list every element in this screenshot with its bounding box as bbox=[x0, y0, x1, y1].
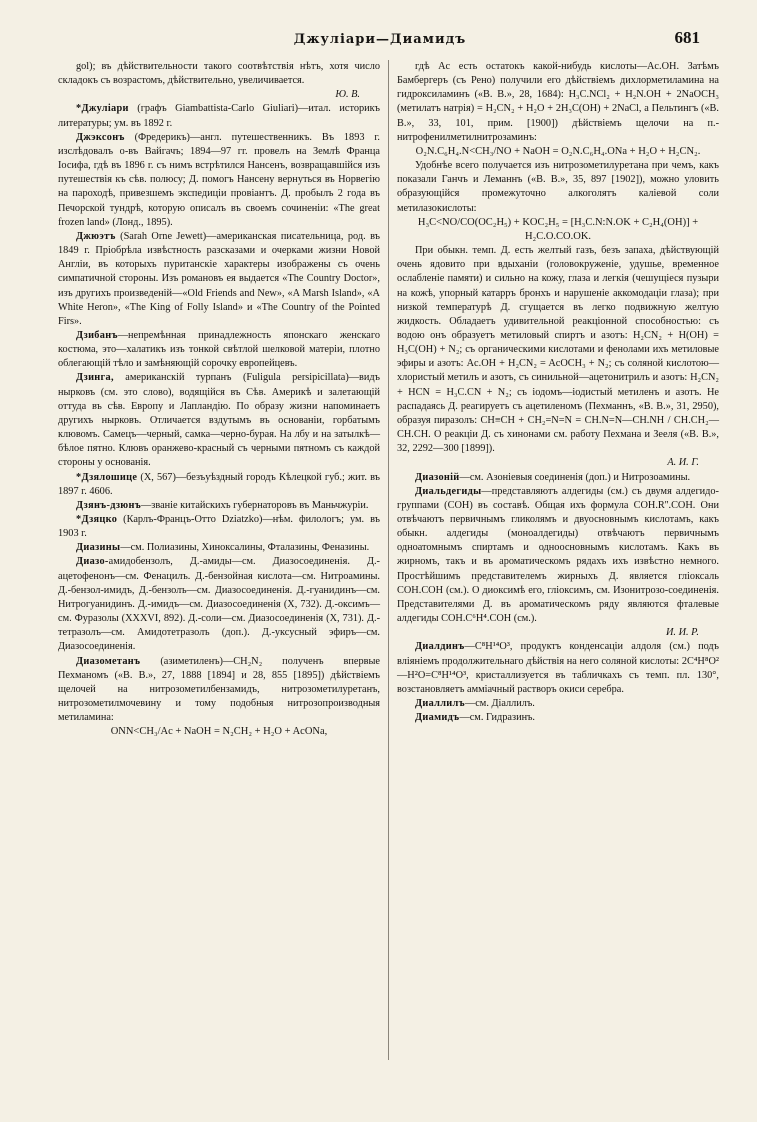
dictionary-entry bbox=[58, 131, 380, 230]
entry-text: (Фредерикъ)—англ. путешественникъ. Въ 1893 г. изслѣдовалъ о-въ Вайгачъ; 1894—97 гг. провелъ на Землѣ Франца Iосифа, гдѣ въ 1896 г. съ нимъ встрѣтился Нансенъ, возвращавшiйся изъ путешествiя къ сѣв. полюсу; Д. помогъ Нансену вернуться въ Норвегiю на пароходѣ, привезшемъ экспедицiи провiантъ. Д. пробылъ 2 года въ Печорской тундрѣ, которую описалъ въ своемъ сочиненiи: «The great frozen land» (Лонд., 1895). bbox=[58, 131, 380, 228]
entry-text: —представляютъ алдегиды (см.) съ двумя алдегидо-группами (COH) въ составѣ. Общая ихъ формула COH.R''.COH. Они отвѣчаютъ первичнымъ гликолямъ и двуосновнымъ кислотамъ, какъ обыкн. алдегиды (моноалдегиды) отвѣчаютъ первичнымъ одноатомнымъ спиртамъ и одноосновнымъ кислотамъ. Какъ въ жирномъ, такъ и въ ароматическомъ рядахъ ихъ извѣстно немного. Простѣйшимъ представителемъ жирныхъ Д. является глiоксаль COH.COH (см.). О диоксимѣ его, глiоксимъ, см. Изонитрозо-соединенiя. Представителями Д. въ ароматическомъ ряду являются фталевые алдегиды COH.C⁶H⁴.COH (см.). bbox=[397, 485, 719, 625]
entry-headword: *Дзялошице bbox=[76, 471, 138, 483]
right-column bbox=[397, 60, 719, 725]
entry-text: —см. Азонiевыя соединенiя (доп.) и Нитрозоамины. bbox=[459, 471, 691, 483]
entry-headword: *Дзяцко bbox=[76, 514, 118, 525]
column-divider bbox=[388, 60, 389, 1060]
entry-headword: Диазо- bbox=[76, 556, 109, 568]
entry-text: (азиметиленъ)—CH₂N₂ полученъ впервые Пехманомъ («В. В.», 27, 1888 [1894] и 28, 855 [1895]) дѣйствiемъ щелочей на нитрозометилбензамидъ, нитрозометилуретанъ, нитрозометилмочевину и тому подобныя нитрозопроизводныя метиламина: bbox=[58, 655, 380, 724]
entry-headword: Дзибанъ bbox=[76, 329, 118, 341]
entry-headword: Диазины bbox=[76, 542, 121, 554]
entry-text: А. И. Г. bbox=[667, 457, 699, 469]
entry-text: (Карлъ-Францъ-Отто Dziatzko)—нѣм. филологъ; ум. въ 1903 г. bbox=[58, 514, 380, 540]
dictionary-entry bbox=[58, 102, 380, 130]
entry-headword: Диаллилъ bbox=[415, 698, 465, 710]
entry-text: (X, 567)—безъуѣздный городъ Кѣлецкой губ.; жит. въ 1897 г. 4606. bbox=[58, 471, 380, 497]
entry-text: (Sarah Orne Jewett)—американская писательница, род. въ 1849 г. Прiобрѣла извѣстность разсказами и очерками жизни Новой Англiи, въ которыхъ пуританскiе характеры изображены съ очень симпатичной стороны. Изъ романовъ ея выдается «The Country Doctor», изъ другихъ произведенiй—«Old Friends and New», «A Marsh Island», «A White Heron», «The King of Folly Island» и «The Country of the Pointed Firs». bbox=[58, 230, 380, 327]
entry-headword: Диальдегиды bbox=[415, 485, 482, 497]
entry-text: —см. Полиазины, Хиноксалины, Фталазины, Феназины. bbox=[120, 542, 370, 554]
entry-text: H₃C<NO/CO(OC₂H₅) + KOC₂H₅ = [H₃C.N:N.OK + C₂H₄(OH)] + H₂C.O.CO.OK. bbox=[417, 216, 699, 242]
entry-text: O₂N.C₆H₄.N<CH₃/NO + NaOH = O₂N.C₆H₄.ONa + H₂O + H₂CN₂. bbox=[415, 145, 701, 157]
entry-text: —непремѣнная принадлежность японскаго женскаго костюма, это—халатикъ изъ тонкой свѣтлой шелковой матерiи, плотно облегающiй тѣло и замѣняющiй сорочку европейцевъ. bbox=[58, 329, 380, 370]
entry-text: Ю. В. bbox=[335, 89, 360, 101]
dictionary-entry bbox=[397, 640, 719, 697]
dictionary-entry bbox=[397, 697, 719, 711]
entry-headword: Диамидъ bbox=[415, 712, 460, 724]
chemical-formula bbox=[58, 725, 380, 739]
entry-headword: Джюэтъ bbox=[76, 230, 116, 242]
entry-continuation bbox=[397, 60, 719, 145]
entry-text: Удобнѣе всего получается изъ нитрозометилуретана при чемъ, какъ показали Ганчъ и Леманнъ («В. В.», 35, 897 [1902]), можно уловить образующiйся промежуточно алкоголятъ калiевой соли метилазокислоты: bbox=[397, 160, 719, 214]
dictionary-entry bbox=[397, 485, 719, 627]
dictionary-entry bbox=[58, 555, 380, 654]
entry-text: —см. Дiаллилъ. bbox=[464, 698, 535, 710]
author-signature bbox=[58, 88, 380, 102]
page-header bbox=[60, 28, 700, 52]
dictionary-entry bbox=[58, 371, 380, 470]
entry-text: американскiй турпанъ (Fuligula persipicillata)—видъ нырковъ (см. это слово), водящiйся въ Сѣв. Америкѣ и залетающiй оттуда въ сѣв. Европу и Лапландiю. По образу жизни напоминаетъ другихъ нырковъ. Отличается вздутымъ въ основанiи, горбатымъ клювомъ. Самецъ—черный, самка—черно-бурая. На лбу и на затылкѣ—бѣлое пятно. Клювъ оранжево-красный съ черными пятномъ съ каждой стороны у основанiя. bbox=[58, 372, 380, 469]
dictionary-entry bbox=[58, 230, 380, 329]
dictionary-entry bbox=[397, 711, 719, 725]
entry-continuation bbox=[397, 159, 719, 216]
dictionary-entry bbox=[397, 471, 719, 485]
entry-text: гдѣ Ac есть остатокъ какой-нибудь кислоты—Ac.OH. Затѣмъ Бамбергеръ (съ Рено) получили его дѣйствiемъ дихлорметиламина на гидроксиламинъ («В. В.», 28, 1684): H₃C.NCl₂ + H₂N.OH + 2NaOCH₃ (метилатъ натрiя) = H₂CN₂ + H₂O + 2H₃C(OH) + 2NaCl, а Пельтингъ («В. В.», 33, 101, прим. [1900]) дѣйствiемъ щелочи на п.-нитрофенилметилнитрозаминъ: bbox=[397, 61, 719, 143]
entry-headword: Дзинга, bbox=[76, 372, 114, 384]
entry-text: gol); въ дѣйствительности такого соотвѣтствiя нѣтъ, хотя число складокъ съ возрастомъ, дѣйствительно, увеличивается. bbox=[58, 61, 380, 87]
entry-text: При обыкн. темп. Д. есть желтый газъ, безъ запаха, дѣйствующiй очень ядовито при вдыханiи (головокруженiе, удушье, временное ослабленiе памяти) и сильно на кожу, глаза и легкiя (чешущiеся пузыри на кожѣ, упорный катарръ бронхъ и нарушенiе аккомодацiи глаза); при низкой температурѣ Д. сгущается въ легко подвижную желтую жидкость. Обладаетъ удивительной реакцiонной способностью: съ водою онъ образуетъ метиловый спиртъ и азотъ: H₂CN₂ + H(OH) = H₃C(OH) + N₂; съ органическими кислотами и фенолами ихъ метиловые эфиры и азотъ: Ac.OH + H₂CN₂ = AcOCH₃ + N₂; съ соляной кислотою—хлористый метилъ и азотъ, съ синильной—ацетонитрилъ и азотъ: H₂CN₂ + HCN = H₃C.CN + N₂; съ iодомъ—iодистый метиленъ и азотъ. Не распадаясь Д. реагируетъ съ ацетиленомъ (Пехманнъ, «В. В.», 31, 2950), образуя пиразолъ: CH≡CH + CH₂=N=N = CH.N=N—CH.NH / CH.CH₂—CH.CH. О реакцiи Д. съ хинонами см. работу Пехмана и Зееля («В. В.», 32, 2292—300 [1899]). bbox=[397, 245, 719, 455]
dictionary-entry bbox=[58, 513, 380, 541]
entry-text: амидобензолъ, Д.-амиды—см. Диазосоединенiя. Д.-ацетофенонъ—см. Фенацилъ. Д.-бензойная кислота—см. Нитроамины. Д.-бензол-имидъ, Д.-бензолъ—см. Диазосоединенiя. Д.-гуанидинъ—см. Нитрогуанидинъ. Д.-имидъ—см. Диазосоединенiя (X, 732). Д.-оксимъ—см. Фуразолы (XXXVI, 892). Д.-соли—см. Диазосоединенiя (X, 731). Д.-тетразолъ—см. Амидотетразолъ (доп.). Д.-уксусный эфиръ—см. Диазосоединенiя. bbox=[58, 556, 380, 653]
entry-text: (графъ Giambattista-Carlo Giuliari)—итал. историкъ литературы; ум. въ 1892 г. bbox=[58, 103, 380, 129]
author-signature bbox=[397, 456, 719, 470]
entry-text: ONN<CH₃/Ac + NaOH = N₂CH₂ + H₂O + AcONa, bbox=[110, 726, 328, 738]
entry-text: —C⁸H¹⁴O³, продуктъ конденсацiи алдоля (см.) подъ влiянiемъ продолжительнаго дѣйствiя на него соляной кислоты: 2C⁴H⁸O²—H²O=C⁸H¹⁴O³, кристаллизуется въ табличкахъ съ темп. пл. 130°, возстановляетъ аммiачный растворъ окиси серебра. bbox=[397, 641, 719, 695]
entry-headword: Диазонiй bbox=[415, 471, 460, 483]
chemical-formula bbox=[397, 216, 719, 244]
page-number: 681 bbox=[674, 28, 700, 47]
entry-headword: Дзянъ-дзюнъ bbox=[76, 499, 141, 511]
left-column bbox=[58, 60, 380, 740]
dictionary-entry bbox=[58, 329, 380, 371]
dictionary-entry bbox=[58, 499, 380, 513]
entry-continuation bbox=[397, 244, 719, 456]
running-head: Джулiари—Диамидъ bbox=[293, 32, 467, 47]
entry-text: —званiе китайскихъ губернаторовъ въ Маньчжурiи. bbox=[141, 499, 369, 511]
chemical-formula bbox=[397, 145, 719, 159]
entry-headword: *Джулiари bbox=[76, 103, 129, 115]
author-signature bbox=[397, 626, 719, 640]
dictionary-entry bbox=[58, 471, 380, 499]
entry-continuation bbox=[58, 60, 380, 88]
entry-headword: Джэксонъ bbox=[76, 131, 125, 143]
entry-text: И. И. Р. bbox=[665, 627, 699, 639]
entry-headword: Диалдинъ bbox=[415, 641, 465, 653]
dictionary-entry bbox=[58, 541, 380, 555]
dictionary-entry bbox=[58, 655, 380, 726]
entry-headword: Диазометанъ bbox=[76, 655, 141, 667]
entry-text: —см. Гидразинъ. bbox=[459, 712, 535, 724]
